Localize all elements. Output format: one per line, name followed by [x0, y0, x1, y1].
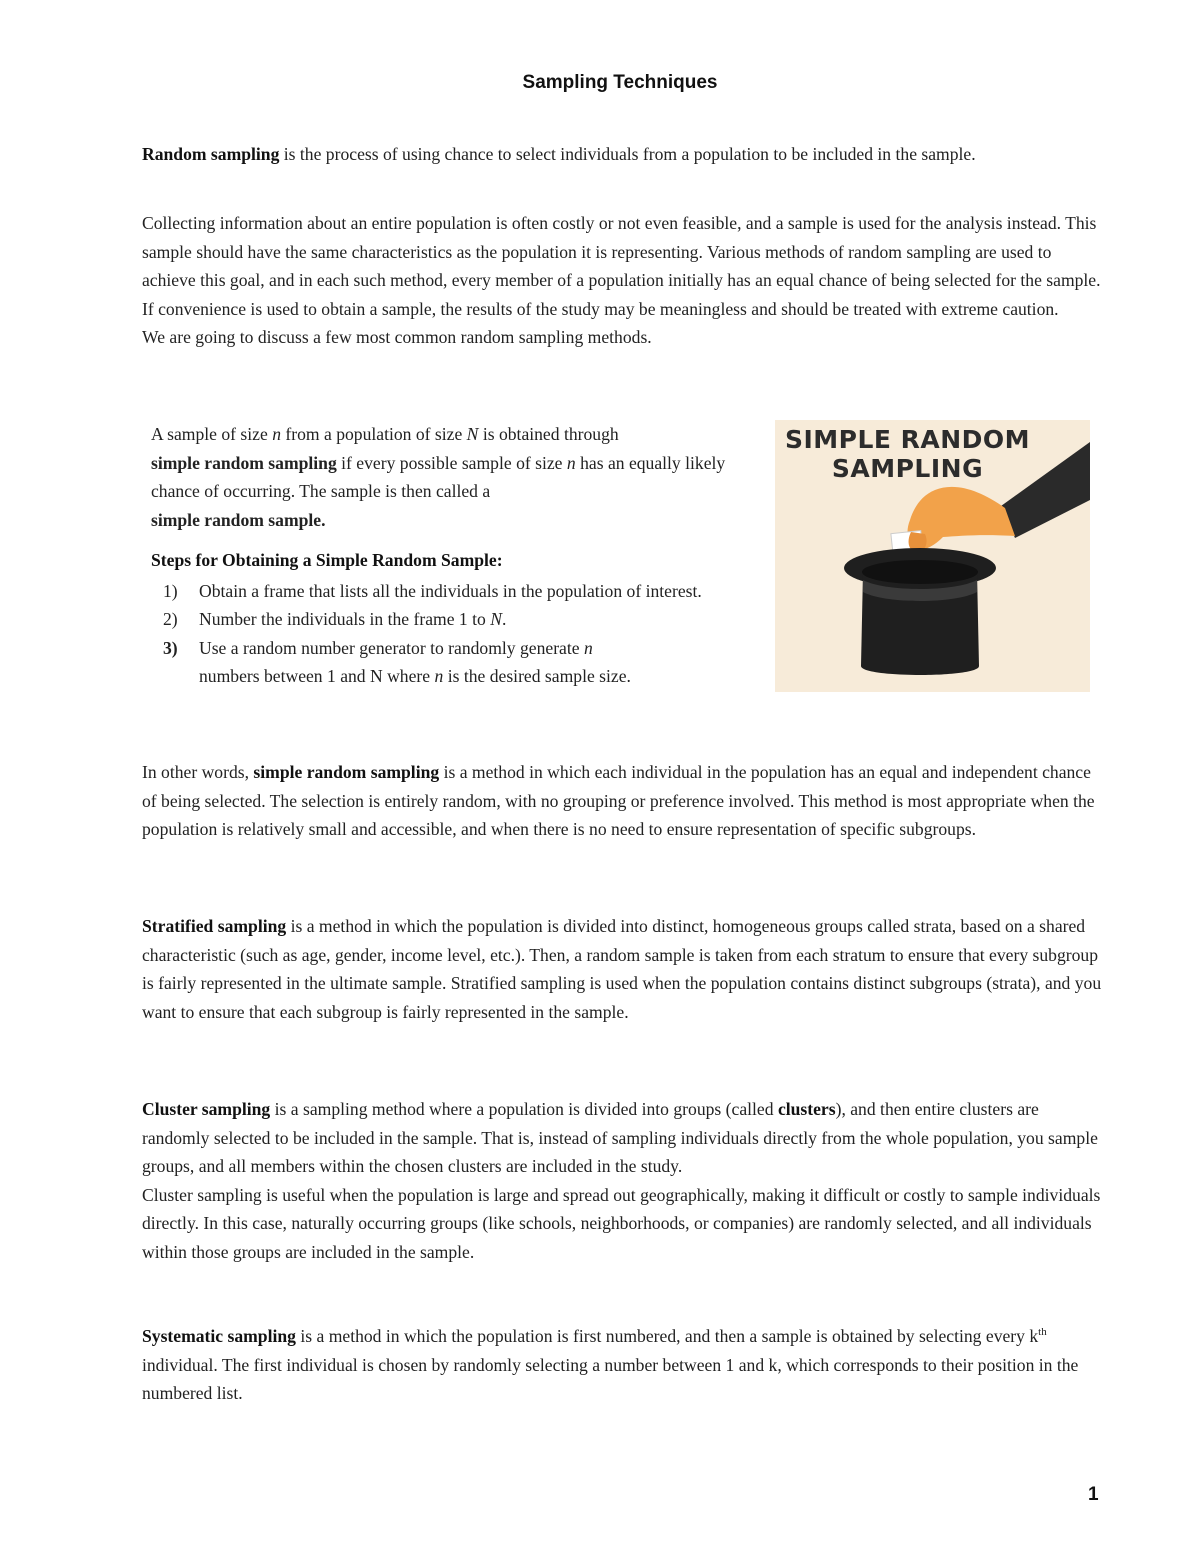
hat-and-hand-icon: [775, 420, 1090, 692]
term-systematic-sampling: Systematic sampling: [142, 1326, 296, 1346]
term-stratified-sampling: Stratified sampling: [142, 916, 287, 936]
document-title: Sampling Techniques: [522, 72, 718, 93]
illustration-title-line2: SAMPLING: [831, 454, 984, 483]
term-simple-random-sample: simple random sample.: [151, 509, 326, 530]
random-sampling-closing: We are going to discuss a few most common random sampling methods.: [142, 327, 652, 347]
systematic-sampling-paragraph: Systematic sampling is a method in which the population is first numbered, and then a sample is obtained by selecting every $k^{th}$ individual. The first individual is chosen by randomly selecting a number between 1 and k, which corresponds to their position in the numbered list.: [142, 1326, 1079, 1403]
cluster-sampling-paragraph: Cluster sampling is a sampling method where a population is divided into groups (called clusters), and then entire clusters are randomly selected to be included in the sample. That is, instead of sampling individuals directly from the whole population, you sample groups, and all members within the chosen clusters are included in the study. Cluster sampling is useful when the population is large and spread out geographically, making it difficult or costly to sample individuals directly. In this case, naturally occurring groups (like schools, neighborhoods, or companies) are randomly selected, and all individuals within those groups are included in the sample.: [142, 1099, 1101, 1262]
step-item: 3) Use a random number generator to randomly generate n numbers between 1 and N where n is the desired sample size.: [163, 637, 631, 686]
stratified-sampling-paragraph: Stratified sampling is a method in which the population is divided into distinct, homogeneous groups called strata, based on a shared characteristic (such as age, gender, income level, etc.). Then, a random sample is taken from each stratum to ensure that every subgroup is fairly represented in the ultimate sample. Stratified sampling is used when the population contains distinct subgroups (strata), and you want to ensure that each subgroup is fairly represented in the sample.: [142, 916, 1102, 1022]
random-sampling-paragraph: Collecting information about an entire population is often costly or not even feasible, and a sample is used for the analysis instead. This sample should have the same characteristics as the population it is representing. Various methods of random sampling are used to achieve this goal, and in each such method, every member of a population initially has an equal chance of being selected for the sample. If convenience is used to obtain a sample, the results of the study may be meaningless and should be treated with extreme caution. We are going to discuss a few most common random sampling methods.: [142, 213, 1101, 347]
illustration-title-line1: SIMPLE RANDOM: [784, 425, 1031, 454]
step-item: 2) Number the individuals in the frame 1 to N.: [163, 609, 507, 629]
steps-list: [151, 577, 751, 691]
hat-opening: [862, 560, 978, 584]
steps-heading: Steps for Obtaining a Simple Random Sample:: [151, 550, 503, 570]
simple-random-sampling-illustration: [775, 420, 1090, 692]
srs-explanation: In other words, simple random sampling is a method in which each individual in the population has an equal and independent chance of being selected. The selection is entirely random, with no grouping or preference involved. This method is most appropriate when the population is relatively small and accessible, and when there is no need to ensure representation of specific subgroups.: [142, 762, 1095, 839]
cluster-sampling-usage: Cluster sampling is useful when the population is large and spread out geographically, making it difficult or costly to sample individuals directly. In this case, naturally occurring groups (like schools, neighborhoods, or companies) are randomly selected, and all individuals within those groups are included in the sample.: [142, 1184, 1101, 1262]
term-simple-random-sampling: simple random sampling: [151, 452, 337, 473]
sleeve-shape: [1001, 442, 1090, 538]
srs-definition: A sample of size n from a population of size N is obtained through simple random sampling if every possible sample of size n has an equally likely chance of occurring. The sample is then called a simple random sample.: [151, 424, 726, 530]
term-cluster-sampling: Cluster sampling: [142, 1099, 271, 1119]
random-sampling-definition: Random sampling is the process of using chance to select individuals from a population to be included in the sample.: [142, 144, 976, 164]
term-random-sampling: Random sampling: [142, 144, 280, 164]
term-clusters: clusters: [777, 1099, 836, 1119]
step-item: 1) Obtain a frame that lists all the individuals in the population of interest.: [163, 580, 702, 601]
term-simple-random-sampling-2: simple random sampling: [253, 762, 440, 782]
srs-definition-box: [151, 420, 751, 691]
page-number: 1: [1088, 1484, 1099, 1505]
